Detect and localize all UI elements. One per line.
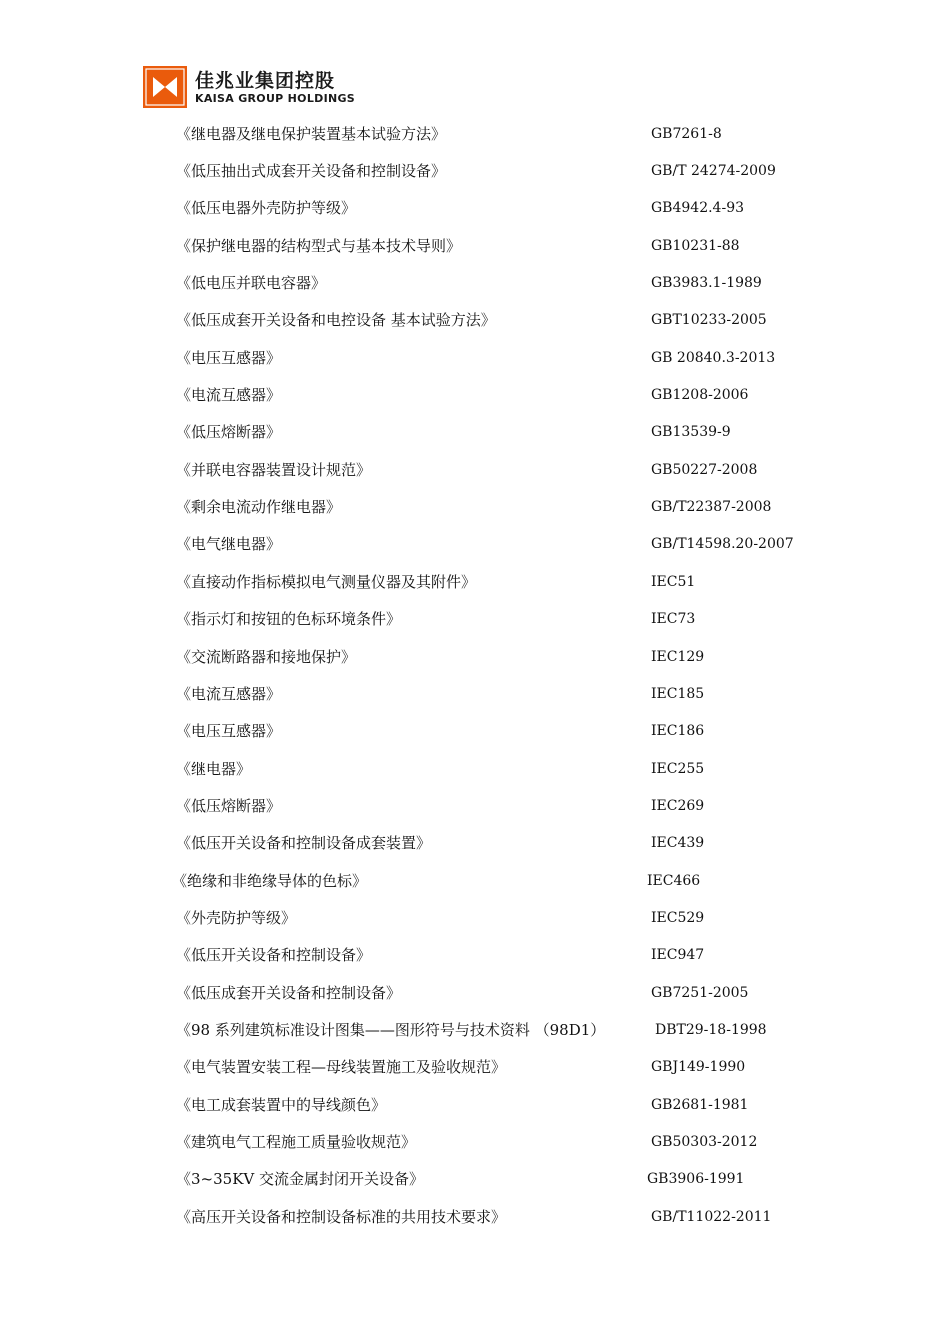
standard-code: GB13539-9 xyxy=(651,424,731,440)
standard-title: 《剩余电流动作继电器》 xyxy=(176,498,342,516)
standard-code: GB50303-2012 xyxy=(651,1134,758,1150)
standard-code: DBT29-18-1998 xyxy=(655,1022,767,1038)
standard-title: 《电流互感器》 xyxy=(176,386,282,404)
standard-code: IEC269 xyxy=(651,798,705,814)
standard-title: 《电压互感器》 xyxy=(176,349,282,367)
standard-title: 《电流互感器》 xyxy=(176,685,282,703)
standard-row xyxy=(0,1018,950,1042)
standard-row xyxy=(0,1055,950,1079)
standard-title: 《低压开关设备和控制设备成套装置》 xyxy=(176,834,432,852)
standard-code: GB4942.4-93 xyxy=(651,200,745,216)
standard-title: 《继电器及继电保护装置基本试验方法》 xyxy=(176,125,447,143)
standard-code: GB/T14598.20-2007 xyxy=(651,536,794,552)
standard-code: IEC439 xyxy=(651,835,705,851)
standard-title: 《低压成套开关设备和电控设备 基本试验方法》 xyxy=(176,311,496,329)
standard-title: 《电工成套装置中的导线颜色》 xyxy=(176,1096,387,1114)
standard-code: IEC73 xyxy=(651,611,696,627)
standard-row xyxy=(0,981,950,1005)
standard-row xyxy=(0,794,950,818)
standard-code: IEC129 xyxy=(651,649,705,665)
standard-row xyxy=(0,645,950,669)
standard-title: 《直接动作指标模拟电气测量仪器及其附件》 xyxy=(176,573,477,591)
standard-title: 《低压抽出式成套开关设备和控制设备》 xyxy=(176,162,447,180)
logo-english-name: KAISA GROUP HOLDINGS xyxy=(195,91,356,105)
standard-code: GB3983.1-1989 xyxy=(651,275,762,291)
standard-code: GB 20840.3-2013 xyxy=(651,350,776,366)
standard-code: GB2681-1981 xyxy=(651,1097,749,1113)
standard-row xyxy=(0,719,950,743)
standard-row xyxy=(0,757,950,781)
standard-row xyxy=(0,682,950,706)
standard-title: 《低压开关设备和控制设备》 xyxy=(176,946,372,964)
standard-title: 《交流断路器和接地保护》 xyxy=(176,648,357,666)
standard-code: IEC947 xyxy=(651,947,705,963)
standard-code: GB3906-1991 xyxy=(647,1171,745,1187)
standard-title: 《电气装置安装工程—母线装置施工及验收规范》 xyxy=(176,1058,507,1076)
standard-title: 《并联电容器装置设计规范》 xyxy=(176,461,372,479)
standard-title: 《高压开关设备和控制设备标准的共用技术要求》 xyxy=(176,1208,507,1226)
standard-row xyxy=(0,122,950,146)
standard-title: 《保护继电器的结构型式与基本技术导则》 xyxy=(176,237,462,255)
standard-title: 《低电压并联电容器》 xyxy=(176,274,327,292)
standard-row xyxy=(0,1205,950,1229)
standard-code: IEC529 xyxy=(651,910,705,926)
standard-row xyxy=(0,271,950,295)
standard-row xyxy=(0,234,950,258)
standard-row xyxy=(0,458,950,482)
standard-row xyxy=(0,906,950,930)
standard-code: GB7251-2005 xyxy=(651,985,749,1001)
standard-title: 《外壳防护等级》 xyxy=(176,909,297,927)
logo-chinese-name: 佳兆业集团控股 xyxy=(195,69,336,92)
standard-code: GB1208-2006 xyxy=(651,387,749,403)
standard-title: 《建筑电气工程施工质量验收规范》 xyxy=(176,1133,417,1151)
standard-code: GBT10233-2005 xyxy=(651,312,767,328)
standard-code: GB50227-2008 xyxy=(651,462,758,478)
standard-code: GB/T22387-2008 xyxy=(651,499,772,515)
standard-row xyxy=(0,1093,950,1117)
standard-code: GB/T 24274-2009 xyxy=(651,163,776,179)
standard-row xyxy=(0,495,950,519)
standard-row xyxy=(0,308,950,332)
standard-row xyxy=(0,1167,950,1191)
standard-code: IEC255 xyxy=(651,761,705,777)
standard-code: IEC466 xyxy=(647,873,701,889)
standard-title: 《低压电器外壳防护等级》 xyxy=(176,199,357,217)
standard-row xyxy=(0,1130,950,1154)
standard-code: GB10231-88 xyxy=(651,238,740,254)
standard-title: 《指示灯和按钮的色标环境条件》 xyxy=(176,610,402,628)
standard-row xyxy=(0,159,950,183)
standard-code: IEC51 xyxy=(651,574,696,590)
standard-row xyxy=(0,196,950,220)
standard-row xyxy=(0,420,950,444)
standard-title: 《低压成套开关设备和控制设备》 xyxy=(176,984,402,1002)
standard-row xyxy=(0,943,950,967)
standard-title: 《电压互感器》 xyxy=(176,722,282,740)
standard-row xyxy=(0,869,950,893)
standard-title: 《电气继电器》 xyxy=(176,535,282,553)
standard-code: GBJ149-1990 xyxy=(651,1059,746,1075)
standard-title: 《低压熔断器》 xyxy=(176,423,282,441)
standard-row xyxy=(0,346,950,370)
standard-title: 《3~35KV 交流金属封闭开关设备》 xyxy=(176,1170,425,1188)
standard-code: IEC185 xyxy=(651,686,705,702)
standard-title: 《98 系列建筑标准设计图集——图形符号与技术资料 （98D1） xyxy=(176,1021,606,1039)
standard-row xyxy=(0,532,950,556)
standard-title: 《绝缘和非绝缘导体的色标》 xyxy=(172,872,368,890)
standard-code: GB/T11022-2011 xyxy=(651,1209,772,1225)
standard-row xyxy=(0,570,950,594)
standard-title: 《继电器》 xyxy=(176,760,252,778)
standard-title: 《低压熔断器》 xyxy=(176,797,282,815)
standard-row xyxy=(0,383,950,407)
standard-row xyxy=(0,831,950,855)
standard-row xyxy=(0,607,950,631)
standard-code: GB7261-8 xyxy=(651,126,722,142)
standard-code: IEC186 xyxy=(651,723,705,739)
